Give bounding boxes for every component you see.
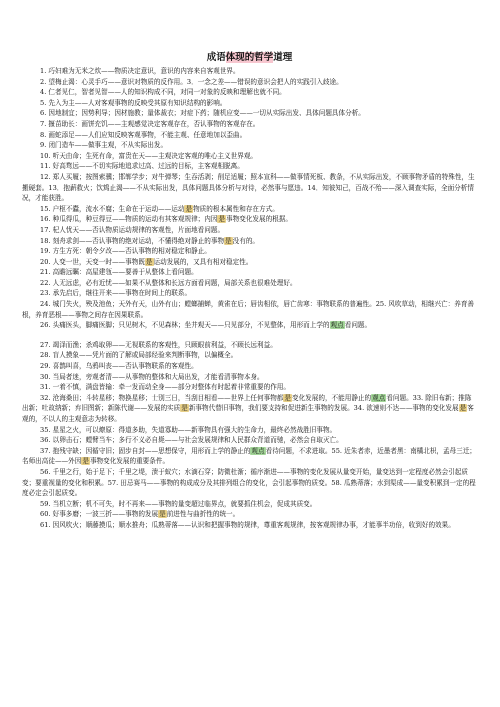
list-item — [22, 372, 477, 383]
highlight-mark-yellow: 是 — [459, 404, 467, 413]
list-item — [22, 267, 477, 278]
highlight-mark-yellow: 是 — [82, 457, 89, 466]
list-item — [22, 340, 477, 351]
item-number: 6. — [40, 109, 47, 118]
item-text: 新事物代替旧事物，我们要支持和促进新生事物的发展。34. 欲速则不达——事物的变化发展 — [188, 404, 459, 413]
item-text: 竭泽而渔；杀鸡取卵——无视联系的客观性，只顾眼前利益，不顾长远利益。 — [52, 340, 277, 349]
item-number: 26. — [40, 321, 51, 330]
item-number: 7. — [40, 119, 47, 128]
highlight-mark-green: 观点 — [372, 393, 386, 402]
item-text: 高瞻远瞩：高屋建瓴——要善于从整体上看问题。 — [52, 268, 198, 277]
item-text: 喜鹊叫喜，乌鸦叫丧——否认事物联系的客观性。 — [52, 362, 198, 371]
item-text: 看问题。 — [344, 321, 372, 330]
item-number: 19. — [40, 247, 51, 256]
list-item — [22, 425, 477, 436]
document-title — [22, 50, 477, 66]
item-text: 看问题。33. 除旧布新；推陈出新；吐故纳新；弃旧图新；新陈代谢——发展的实质 — [22, 393, 472, 413]
list-item — [22, 172, 477, 204]
list-item — [22, 66, 477, 77]
item-number: 21. — [40, 268, 51, 277]
item-number: 61. — [40, 520, 51, 529]
item-number: 10. — [40, 151, 51, 160]
highlight-mark-yellow: 是 — [185, 204, 193, 213]
item-number: 35. — [40, 425, 51, 434]
item-number: 28. — [40, 351, 51, 360]
item-text: 千里之行，始于足下；千里之堤，溃于蚁穴；水滴石穿；防微杜渐；循序渐进——事物的变化发展从量变开始，量变达到一定程度必然会引起质变；要重视量的变化和积累。57. 田忌赛马——事物的构成成分及其排列组合的变化，会引起事物的质变。58. 瓜熟蒂落；水到渠成——量变积累到一定的程度必定会引起质变。 — [22, 467, 476, 498]
list-item — [22, 214, 477, 225]
list-item — [22, 288, 477, 299]
item-text: 事物变化发展的根据。 — [226, 215, 292, 224]
item-text: 好高骛远——不切实际地追求过高、过远的目标，主客观相脱离。 — [52, 162, 244, 171]
item-text: 物质的根本属性和存在方式。 — [193, 204, 279, 213]
item-text: 巧妇难为无米之炊——物质决定意识，意识的内容来自客观世界。 — [48, 67, 240, 75]
item-number: 30. — [40, 372, 51, 381]
item-number: 56. — [40, 467, 51, 476]
list-item — [22, 382, 477, 393]
highlight-mark-yellow: 是 — [284, 393, 291, 402]
item-text: 好事多磨；一波三折——事物的发展 — [52, 510, 159, 519]
list-item — [22, 467, 477, 499]
item-text: 沧海桑田；斗转星移；物换星移；士别三日，当刮目相看——世界上任何事物都 — [52, 393, 284, 402]
highlight-mark-green: 观点 — [330, 321, 344, 330]
list-item — [22, 278, 477, 289]
item-text: 揠苗助长：画饼充饥——主观感觉决定客观存在，否认事物的客观存在。 — [48, 119, 260, 128]
item-text: 郑人买履；按图索骥；邯郸学步；对牛弹琴；生吞活剥；削足适履；照本宣科——做事情死板、教条，不从实际出发，不顾事物矛盾的特殊性，生搬硬套。13．抱薪救火；饮鸩止渴——不从实际出发，具体问题具体分析与对待，必然事与愿违。14．知彼知己，百战不殆——深入调查实际，全面分析情况，才能获胜。 — [22, 172, 475, 203]
list-item — [22, 77, 477, 88]
item-number: 24. — [40, 300, 51, 309]
item-text: 看待问题，不求进取。55. 近朱者赤，近墨者黑：南橘北枳，孟母三迁；名师出高徒——外因 — [22, 446, 477, 466]
highlight-mark-yellow: 是 — [225, 236, 232, 245]
item-text: 仁者见仁，智者见智——人的知识构成不同，对同一对象的反映和理解也就不同。 — [48, 88, 286, 97]
title-prefix: 成语 — [206, 52, 226, 63]
item-text: 城门失火，殃及池鱼；天外有天，山外有山；螳螂捕蝉，黄雀在后；唇齿相依，唇亡齿寒：事物联系的普遍性。25. 风吹草动，相继兴亡：养育善根，养育恶根——事物之间存在因果联系。 — [22, 300, 475, 319]
item-text: 盲人摸象——凭片面的了解或局部经验来判断事物，以偏概全。 — [52, 351, 238, 360]
item-text: 刻舟求剑——否认事物的绝对运动，不懂得绝对静止的事物 — [52, 236, 225, 245]
list-item — [22, 320, 477, 331]
item-number: 1. — [40, 67, 47, 75]
item-number: 32. — [40, 393, 51, 402]
list-item — [22, 140, 477, 151]
item-text: 客观的，不以人的主观意志为转移。 — [22, 404, 474, 423]
item-number: 20. — [40, 257, 51, 266]
list-item — [22, 350, 477, 361]
item-number: 11. — [40, 162, 51, 171]
highlight-mark-yellow: 是 — [181, 404, 188, 413]
item-number: 36. — [40, 436, 51, 445]
item-text: 画蛇添足——人们应知反映客观事物，不能主观、任意地加以歪曲。 — [48, 130, 247, 139]
item-number: 31. — [40, 383, 51, 392]
item-number: 27. — [40, 340, 51, 349]
item-text: 人变一世，天变一时——事物既 — [52, 257, 145, 266]
item-number: 23. — [40, 289, 51, 298]
highlight-mark-yellow: 是 — [159, 510, 166, 519]
list-item — [22, 509, 477, 520]
list-item — [22, 204, 477, 215]
item-text: 运动发展的，又具有相对稳定性。 — [153, 257, 253, 266]
list-item — [22, 361, 477, 372]
list-item — [22, 499, 477, 510]
item-text: 承先启后，继往开来——事物在时间上的联系。 — [52, 289, 192, 298]
list-item — [22, 161, 477, 172]
item-number: 12. — [40, 172, 51, 181]
item-text: 头痛医头，脚痛医脚；只见树木，不见森林；坐井观天——只见部分，不见整体，用形而上学的 — [52, 321, 330, 330]
item-text: 变化发展的，不能用静止的 — [291, 393, 372, 402]
item-number: 22. — [40, 278, 51, 287]
list-item — [22, 87, 477, 98]
item-text: 以卵击石；螳臂当车；多行不义必自毙——与社会发展规律和人民群众背道而驰，必然会自取灭亡。 — [52, 436, 343, 445]
list-item — [22, 98, 477, 109]
document-page — [22, 50, 477, 531]
list-item — [22, 257, 477, 268]
item-number: 37. — [40, 446, 51, 455]
item-number: 29. — [40, 362, 51, 371]
item-text: 因地制宜；因势利导；因材施教；量体裁衣；对症下药；随机应变——一切从实际出发、具体问题具体分析。 — [48, 109, 365, 118]
item-text: 星星之火，可以燎原：得道多助，失道寡助——新事物具有强大的生命力，最终必然战胜旧事物。 — [52, 425, 337, 434]
item-text: 前进性与曲折性的统一。 — [166, 510, 240, 519]
item-text: 方生方死：朝令夕改——否认事物的相对稳定和静止。 — [52, 247, 211, 256]
title-highlight: 体现的哲学 — [225, 52, 274, 63]
item-number: 16. — [40, 215, 51, 224]
item-text: 户枢不蠹，流水不腐；生命在于运动——运动 — [52, 204, 185, 213]
list-item — [22, 119, 477, 130]
item-text: 种瓜得瓜，种豆得豆——物质的运动有其客观规律；内因 — [52, 215, 218, 224]
item-text: 事物变化发展的重要条件。 — [89, 457, 170, 466]
list-item — [22, 225, 477, 236]
item-text: 人无远虑，必有近忧——如果不从整体和长远方面看问题，局部关系也很难处理好。 — [52, 278, 297, 287]
item-number: 9. — [40, 141, 47, 150]
item-text: 没有的。 — [232, 236, 260, 245]
item-text: 因风吹火；顺藤摸瓜；顺水推舟；瓜熟蒂落——认识和把握事物的规律，尊重客观规律，按客观规律办事，才能事半功倍，收到好的效果。 — [52, 520, 455, 529]
list-item — [22, 130, 477, 141]
highlight-mark-yellow: 是 — [145, 257, 153, 266]
item-number: 2. — [40, 77, 47, 86]
item-number: 4. — [40, 88, 47, 97]
item-number: 18. — [40, 236, 51, 245]
item-number: 17. — [40, 225, 51, 234]
item-number: 5. — [40, 98, 47, 107]
title-suffix: 道理 — [273, 52, 293, 63]
item-text: 当局者迷，旁观者清——从事物的整体和大局出发，才能看清事物本身。 — [52, 372, 264, 381]
item-text: 当机立断；机不可失，时不再来——事物的量变超过临界点，就要抓住机会，促成其质变。 — [52, 499, 317, 508]
list-item — [22, 520, 477, 531]
list-item — [22, 246, 477, 257]
list-item — [22, 446, 477, 467]
list-item — [22, 236, 477, 247]
highlight-mark-green: 观点 — [251, 446, 265, 455]
item-text: 先入为主——人对客观事物的反映受其原有知识结构的影响。 — [48, 98, 227, 107]
list-item — [22, 435, 477, 446]
item-text: 听天由命；生死有命，富贵在天——主观决定客观的唯心主义世界观。 — [52, 151, 258, 160]
list-item — [22, 151, 477, 162]
item-text: 闭门造车——做事主观，不从实际出发。 — [48, 141, 168, 150]
item-number: 8. — [40, 130, 47, 139]
item-number: 60. — [40, 510, 51, 519]
item-text: 望梅止渴：心灵手巧——意识对物质的反作用。3．一念之差——错误的意识会把人的实践引入歧途。 — [48, 77, 343, 86]
idiom-list — [22, 66, 477, 531]
item-text: 一着不慎，满盘皆输：牵一发而动全身——部分对整体有时起着非常重要的作用。 — [52, 383, 290, 392]
highlight-mark-yellow: 是 — [218, 215, 226, 224]
list-item — [22, 108, 477, 119]
item-text: 杞人忧天——否认物质运动规律的客观性，片面地看问题。 — [52, 225, 225, 234]
list-item — [22, 393, 477, 425]
paragraph-gap — [22, 331, 477, 340]
list-item — [22, 299, 477, 320]
item-text: 抱残守缺；因循守旧；固步自封——思想保守，用形而上学的静止的 — [52, 446, 251, 455]
item-number: 59. — [40, 499, 51, 508]
item-number: 15. — [40, 204, 51, 213]
